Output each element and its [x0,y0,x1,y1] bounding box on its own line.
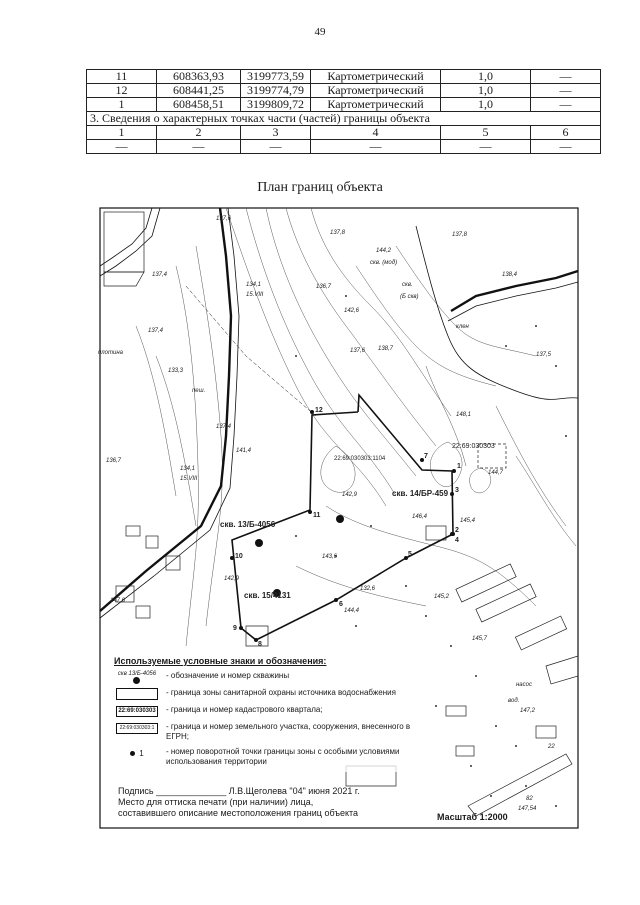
svg-text:22:69:030303: 22:69:030303 [452,443,495,450]
turning-point-12 [310,410,314,414]
legend-title: Используемые условные знаки и обозначения: [114,656,327,666]
turning-point-icon [130,751,135,756]
svg-text:12: 12 [315,407,323,414]
svg-text:1: 1 [457,463,461,470]
svg-text:138,7: 138,7 [378,346,394,352]
svg-text:137,5: 137,5 [536,352,552,358]
map-scale: Масштаб 1:2000 [437,812,508,822]
svg-text:скв. 13/Б-4056: скв. 13/Б-4056 [220,520,276,529]
svg-text:22:69:030303:1104: 22:69:030303:1104 [334,456,386,462]
svg-text:137,8: 137,8 [452,232,468,238]
signature-line: Подпись ______________ Л.В.Щеголева "04" июня 2021 г. [118,786,360,796]
compiler-line: составившего описание местоположения границ объекта [118,808,359,818]
svg-text:136,7: 136,7 [106,458,122,464]
svg-text:133,3: 133,3 [168,368,184,374]
svg-text:22: 22 [548,744,555,750]
turning-point-1 [452,469,456,473]
svg-text:плотина: плотина [98,350,123,356]
well-dot-icon [133,677,140,684]
turning-point-9 [239,626,243,630]
stamp-place-line: Место для оттиска печати (при наличии) лица, [118,797,314,807]
svg-text:142,9: 142,9 [224,576,240,582]
well-marker-1 [336,515,344,523]
svg-text:15.VIII: 15.VIII [246,292,264,298]
svg-text:скв. 14/БР-459: скв. 14/БР-459 [392,489,449,498]
turning-point-4 [450,532,454,536]
svg-text:147,6: 147,6 [110,598,126,604]
turning-point-6 [334,598,338,602]
map-legend [114,656,414,772]
svg-text:8: 8 [258,641,262,648]
signature-block [118,786,360,819]
svg-text:132,6: 132,6 [360,586,376,592]
svg-text:137,8: 137,8 [330,230,346,236]
legend-item-point: 1 - номер поворотной точки границы зоны с особыми условиями использования территории [114,747,414,767]
svg-text:145,4: 145,4 [460,518,476,524]
legend-item-well: скв 13/Б-4056 - обозначение и номер скважины [114,671,414,683]
svg-text:137,4: 137,4 [148,328,164,334]
svg-text:10: 10 [235,553,243,560]
svg-text:137,4: 137,4 [152,272,168,278]
turning-point-10 [230,556,234,560]
svg-text:144,4: 144,4 [344,608,360,614]
svg-text:145,2: 145,2 [434,594,450,600]
legend-well-sample: скв 13/Б-4056 [117,670,157,677]
svg-text:147,54: 147,54 [518,806,537,812]
svg-text:143,6: 143,6 [322,554,338,560]
svg-text:148,1: 148,1 [456,412,472,418]
svg-text:скв.: скв. [402,282,413,288]
legend-item-parcel: 22:69:030303:1 - граница и номер земельного участка, сооружения, внесенного в ЕГРН; [114,722,414,742]
svg-text:142,6: 142,6 [344,308,360,314]
page-number: 49 [314,26,326,38]
turning-point-11 [308,510,312,514]
svg-text:137,6: 137,6 [350,348,366,354]
svg-text:4: 4 [455,537,459,544]
svg-text:145,7: 145,7 [472,636,488,642]
well-marker-2 [255,539,263,547]
svg-text:134,1: 134,1 [180,466,196,472]
zone-boundary-icon [116,688,158,700]
svg-text:вод.: вод. [508,698,520,704]
turning-point-3 [450,492,454,496]
svg-text:144,7: 144,7 [488,470,504,476]
svg-text:147,2: 147,2 [520,708,536,714]
table-row: 12 608441,25 3199774,79 Картометрический 1,0 — [87,84,601,98]
svg-text:(Б скв): (Б скв) [400,294,419,300]
coordinates-table [86,69,601,154]
svg-text:136,7: 136,7 [316,284,332,290]
svg-text:пеш.: пеш. [192,388,206,394]
svg-text:9: 9 [233,625,237,632]
plan-title: План границ объекта [257,180,383,195]
legend-item-zone: - граница зоны санитарной охраны источника водоснабжения [114,688,414,700]
table-header-row: 1 2 3 4 5 6 [87,126,601,140]
table-section-title: 3. Сведения о характерных точках части (частей) границы объекта [87,112,601,126]
svg-text:клен: клен [456,324,469,330]
table-row: 11 608363,93 3199773,59 Картометрический 1,0 — [87,70,601,84]
svg-text:7: 7 [424,453,428,460]
table-row: 1 608458,51 3199809,72 Картометрический 1,0 — [87,98,601,112]
svg-text:15.VIII: 15.VIII [180,476,198,482]
svg-text:134,1: 134,1 [246,282,262,288]
table-row: — — — — — — [87,140,601,154]
svg-text:137,4: 137,4 [216,424,232,430]
svg-text:137,6: 137,6 [216,216,232,222]
svg-text:5: 5 [408,551,412,558]
svg-text:142,9: 142,9 [342,492,358,498]
svg-text:141,4: 141,4 [236,448,252,454]
svg-text:11: 11 [313,512,321,519]
svg-text:144,2: 144,2 [376,248,392,254]
svg-text:скв. (мод): скв. (мод) [370,260,398,266]
svg-text:138,4: 138,4 [502,272,518,278]
svg-text:6: 6 [339,601,343,608]
parcel-boundary-icon: 22:69:030303:1 [116,723,158,734]
legend-item-quarter: 22:69:030303 - граница и номер кадастрового квартала; [114,705,414,717]
svg-text:3: 3 [455,487,459,494]
svg-text:насос: насос [516,682,532,688]
svg-text:146,4: 146,4 [412,514,428,520]
svg-text:2: 2 [455,527,459,534]
quarter-boundary-icon: 22:69:030303 [116,706,158,717]
svg-text:скв. 15/4131: скв. 15/4131 [244,591,291,600]
svg-text:82: 82 [526,796,533,802]
